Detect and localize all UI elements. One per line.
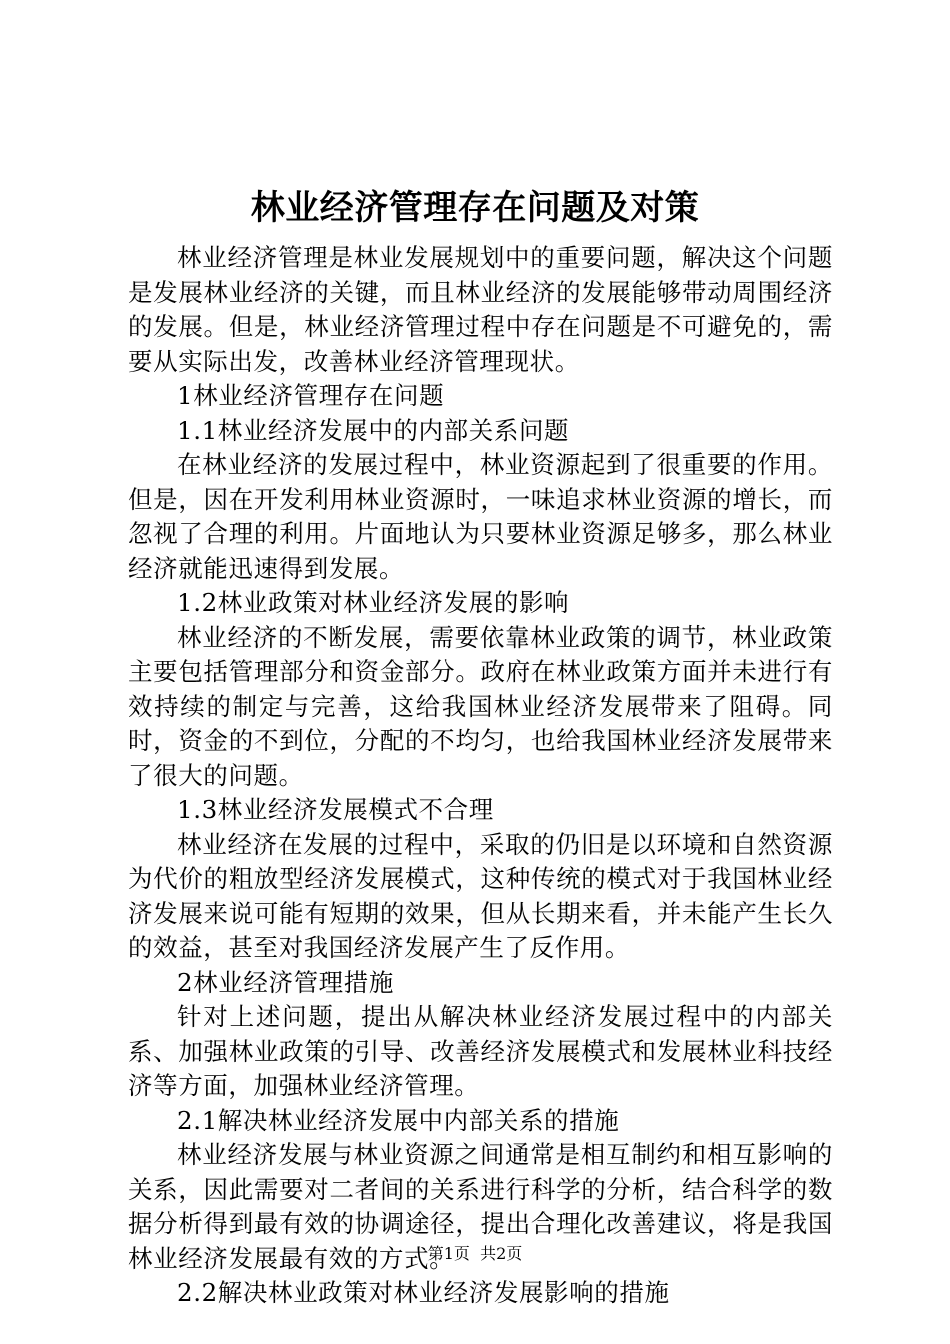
section-heading-1: 1林业经济管理存在问题 (177, 381, 445, 410)
section-heading-2: 2林业经济管理措施 (177, 967, 394, 997)
subsection-heading-2-1: 2.1解决林业经济发展中内部关系的措施 (177, 1105, 620, 1135)
paragraph-1-1: 在林业经济的发展过程中，林业资源起到了很重要的作用。但是，因在开发利用林业资源时，一味追求林业资源的增长，而忽视了合理的利用。片面地认为只要林业资源足够多，那么林业经济就能迅速得到发展。 (128, 450, 833, 583)
paragraph-1-2: 林业经济的不断发展，需要依靠林业政策的调节，林业政策主要包括管理部分和资金部分。政府在林业政策方面并未进行有效持续的制定与完善，这给我国林业经济发展带来了阻碍。同时，资金的不到位，分配的不均匀，也给我国林业经济发展带来了很大的问题。 (128, 622, 833, 790)
subsection-heading-1-3: 1.3林业经济发展模式不合理 (177, 795, 494, 824)
paragraph-2-1: 林业经济发展与林业资源之间通常是相互制约和相互影响的关系，因此需要对二者间的关系进行科学的分析，结合科学的数据分析得到最有效的协调途径，提出合理化改善建议，将是我国林业经济发展最有效的方式。 (128, 1140, 833, 1273)
document-title: 林业经济管理存在问题及对策 (250, 188, 700, 228)
paragraph-1-3: 林业经济在发展的过程中，采取的仍旧是以环境和自然资源为代价的粗放型经济发展模式，这种传统的模式对于我国林业经济发展来说可能有短期的效果，但从长期来看，并未能产生长久的效益，甚至对我国经济发展产生了反作用。 (128, 829, 833, 962)
page-indicator: 第1页 共2页 (427, 1244, 523, 1263)
document-body (128, 241, 833, 1311)
paragraph-2: 针对上述问题，提出从解决林业经济发展过程中的内部关系、加强林业政策的引导、改善经济发展模式和发展林业科技经济等方面，加强林业经济管理。 (128, 1002, 833, 1100)
subsection-heading-2-2: 2.2解决林业政策对林业经济发展影响的措施 (177, 1278, 670, 1307)
subsection-heading-1-1: 1.1林业经济发展中的内部关系问题 (177, 415, 570, 445)
paragraph-intro: 林业经济管理是林业发展规划中的重要问题，解决这个问题是发展林业经济的关键，而且林业经济的发展能够带动周围经济的发展。但是，林业经济管理过程中存在问题是不可避免的，需要从实际出发，改善林业经济管理现状。 (128, 243, 833, 376)
subsection-heading-1-2: 1.2林业政策对林业经济发展的影响 (177, 588, 570, 617)
